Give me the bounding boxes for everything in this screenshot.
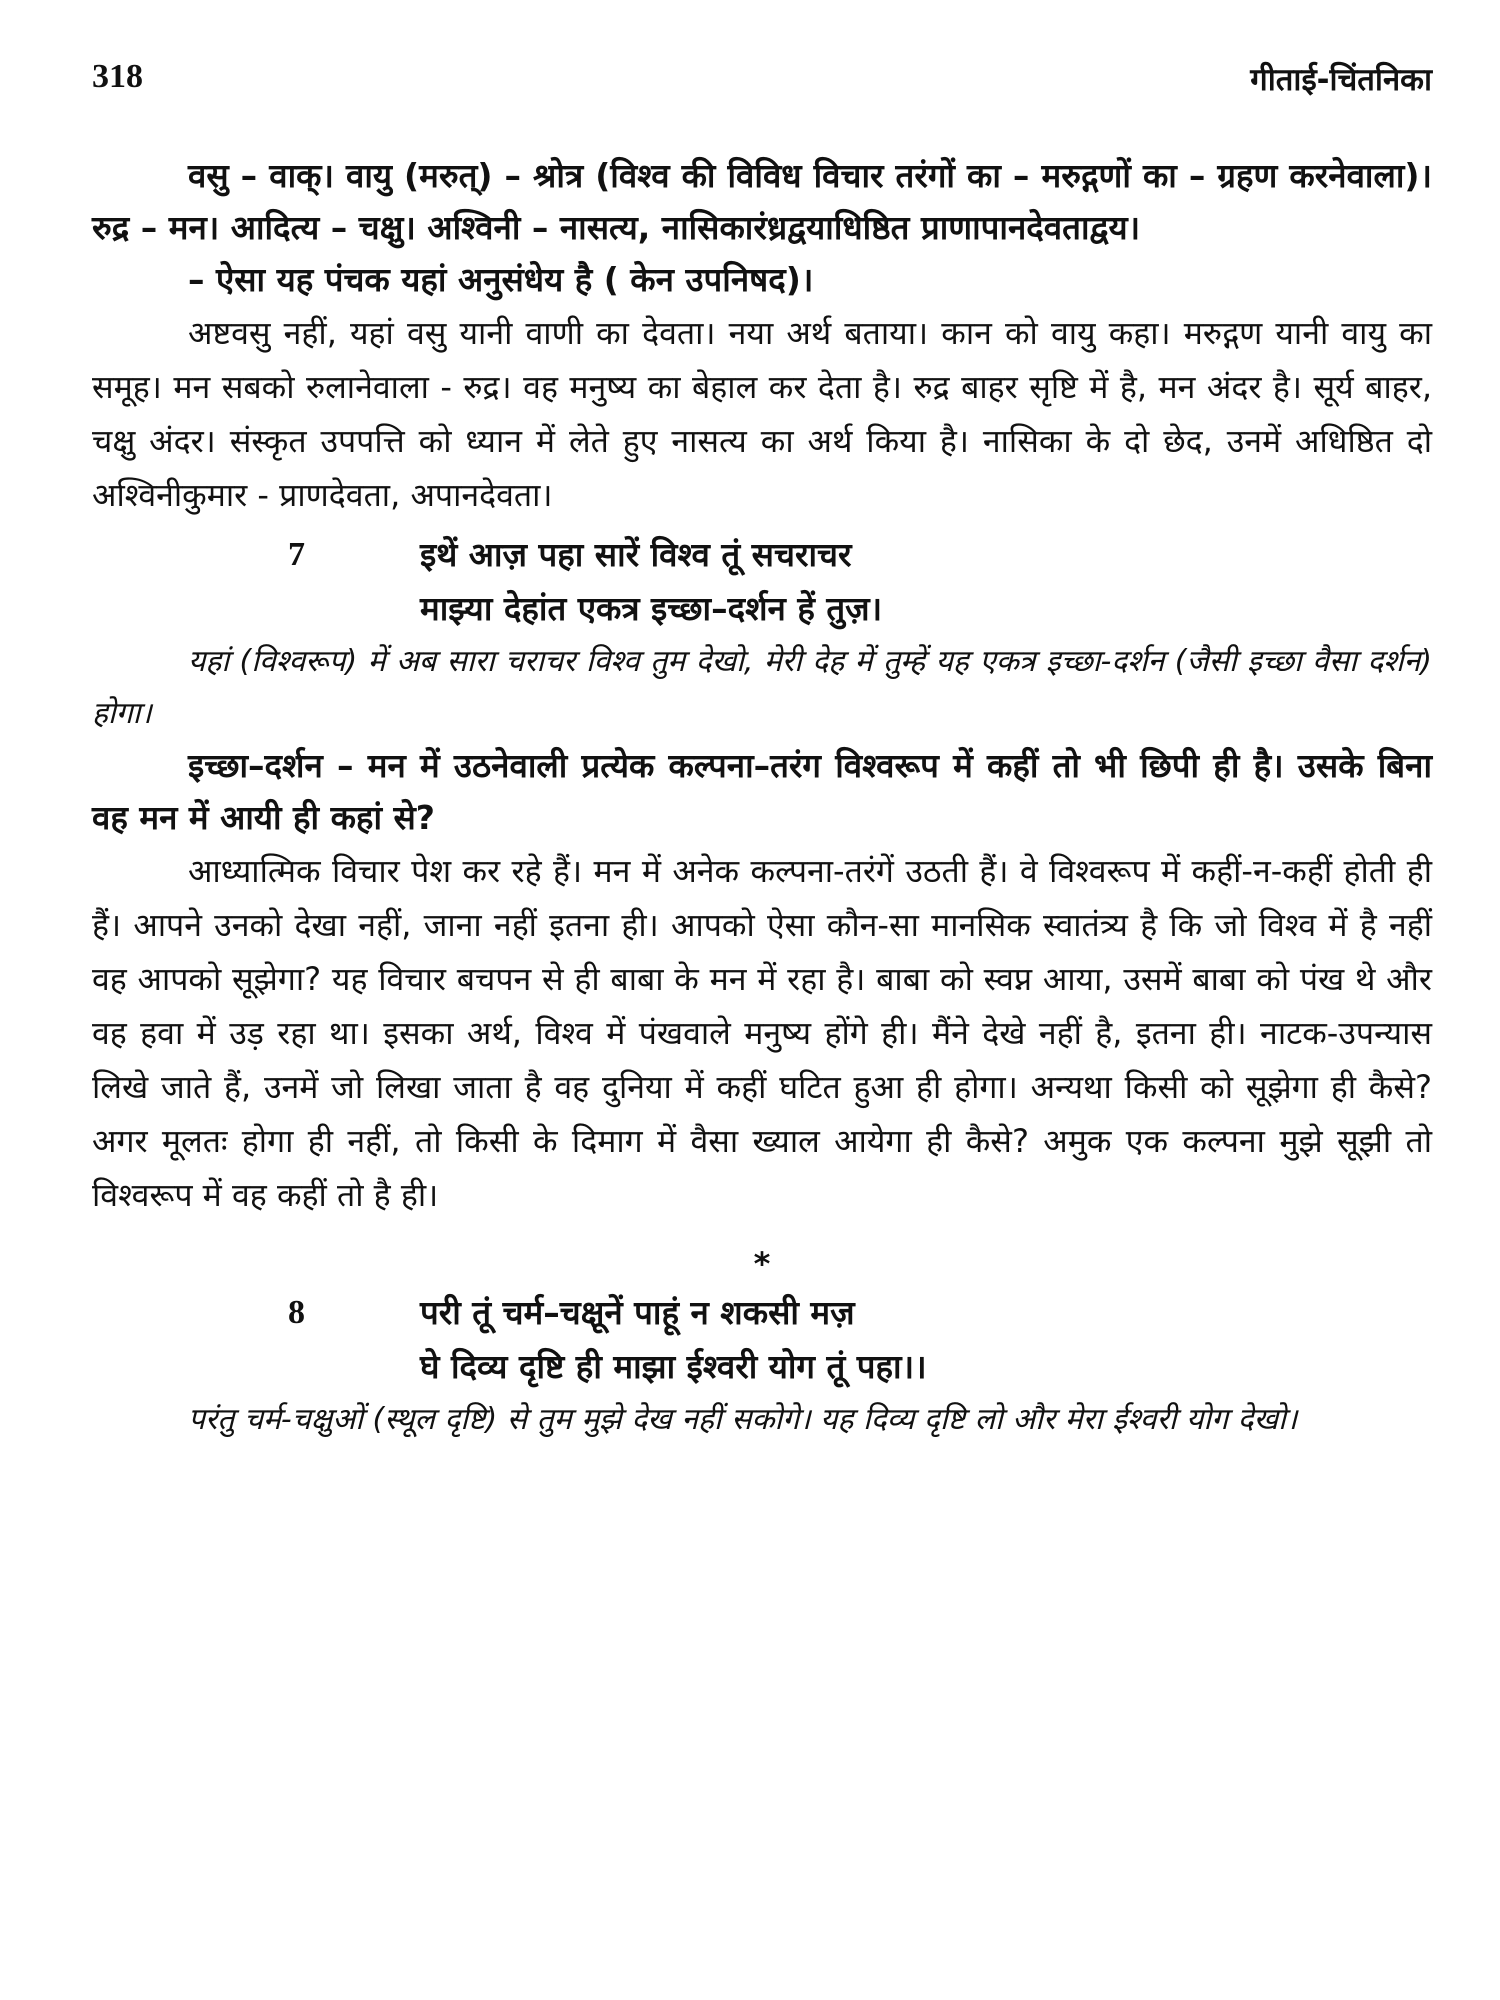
verse-text: माझ्या देहांत एकत्र इच्छा–दर्शन हें तुज़।: [420, 589, 883, 628]
page-header: [92, 58, 1432, 102]
commentary-paragraph: अष्टवसु नहीं, यहां वसु यानी वाणी का देवता। नया अर्थ बताया। कान को वायु कहा। मरुद्गण यानी वायु का समूह। मन सबको रुलानेवाला - रुद्र। वह मनुष्य का बेहाल कर देता है। रुद्र बाहर सृष्टि में है, मन अंदर है। सूर्य बाहर, चक्षु अंदर। संस्कृत उपपत्ति को ध्यान में लेते हुए नासत्य का अर्थ किया है। नासिका के दो छेद, उनमें अधिष्ठित दो अश्विनीकुमार - प्राणदेवता, अपानदेवता।: [92, 314, 1432, 514]
verse-translation: यहां (विश्वरूप) में अब सारा चराचर विश्व तुम देखो, मेरी देह में तुम्हें यह एकत्र इच्छा-दर्शन (जैसी इच्छा वैसा दर्शन) होगा।: [92, 644, 1432, 731]
verse-8-line-2: [92, 1340, 1432, 1394]
verse-text: परी तूं चर्म–चक्षूनें पाहूं न शकसी मज़: [420, 1293, 855, 1332]
verse-number: 7: [288, 536, 305, 573]
verse-number: 8: [288, 1294, 305, 1331]
page-number: 318: [92, 58, 143, 95]
verse-7-line-2: [92, 582, 1432, 636]
commentary-paragraph: आध्यात्मिक विचार पेश कर रहे हैं। मन में अनेक कल्पना-तरंगें उठती हैं। वे विश्वरूप में कहीं-न-कहीं होती ही हैं। आपने उनको देखा नहीं, जाना नहीं इतना ही। आपको ऐसा कौन-सा मानसिक स्वातंत्र्य है कि जो विश्व में है नहीं वह आपको सूझेगा? यह विचार बचपन से ही बाबा के मन में रहा है। बाबा को स्वप्न आया, उसमें बाबा को पंख थे और वह हवा में उड़ रहा था। इसका अर्थ, विश्व में पंखवाले मनुष्य होंगे ही। मैंने देखे नहीं है, इतना ही। नाटक-उपन्यास लिखे जाते हैं, उनमें जो लिखा जाता है वह दुनिया में कहीं घटित हुआ ही होगा। अन्यथा किसी को सूझेगा ही कैसे? अगर मूलतः होगा ही नहीं, तो किसी के दिमाग में वैसा ख्याल आयेगा ही कैसे? अमुक एक कल्पना मुझे सूझी तो विश्वरूप में वह कहीं तो है ही।: [92, 852, 1432, 1214]
commentary-bold-note: – ऐसा यह पंचक यहां अनुसंधेय है ( केन उपनिषद)।: [188, 260, 814, 299]
verse-translation: परंतु चर्म-चक्षुओं (स्थूल दृष्टि) से तुम मुझे देख नहीं सकोगे। यह दिव्य दृष्टि लो और मेरा ईश्वरी योग देखो।: [188, 1402, 1298, 1437]
commentary-bold-paragraph: वसु – वाक्। वायु (मरुत्) – श्रोत्र (विश्व की विविध विचार तरंगों का – मरुद्गणों का – ग्रहण करनेवाला)। रुद्र – मन। आदित्य – चक्षु। अश्विनी – नासत्य, नासिकारंध्रद्वयाधिष्ठित प्राणापानदेवताद्वय।: [92, 156, 1432, 247]
page-body: [92, 150, 1432, 1446]
running-title: गीताई-चिंतनिका: [1250, 62, 1432, 98]
verse-text: घे दिव्य दृष्टि ही माझा ईश्वरी योग तूं पहा।।: [420, 1347, 927, 1386]
verse-text: इथें आज़ पहा सारें विश्व तूं सचराचर: [420, 535, 852, 574]
verse-7-line-1: [92, 528, 1432, 582]
section-separator: *: [753, 1245, 771, 1283]
verse-8-line-1: [92, 1286, 1432, 1340]
commentary-bold-paragraph: इच्छा–दर्शन – मन में उठनेवाली प्रत्येक कल्पना–तरंग विश्वरूप में कहीं तो भी छिपी ही है। उसके बिना वह मन में आयी ही कहां से?: [92, 746, 1432, 837]
